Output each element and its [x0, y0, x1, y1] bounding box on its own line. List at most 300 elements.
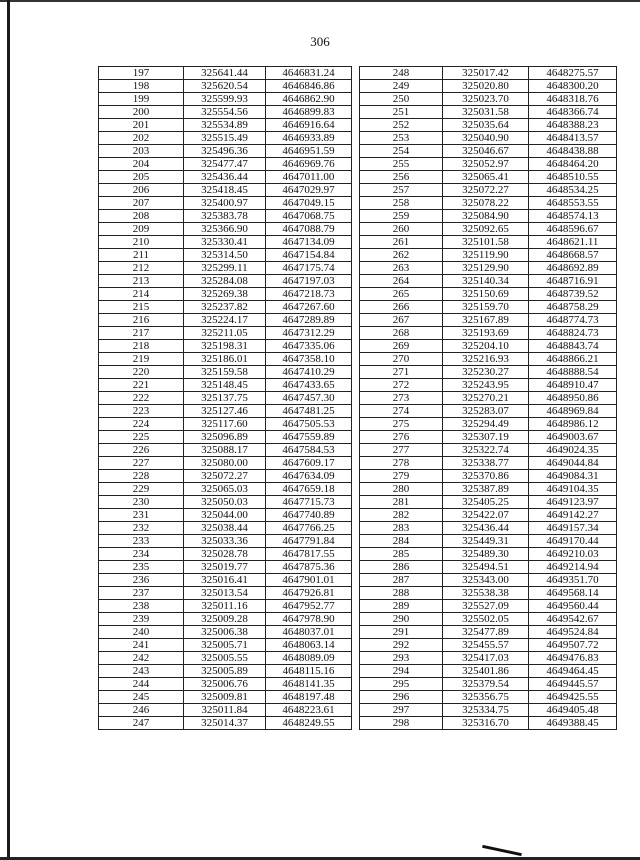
left-y-coordinate-cell: 4646933.89: [266, 132, 352, 145]
left-y-coordinate-cell: 4647609.17: [266, 457, 352, 470]
left-x-coordinate-cell: 325011.16: [184, 600, 266, 613]
column-gap: [352, 93, 360, 106]
column-gap: [352, 665, 360, 678]
table-row: [99, 366, 617, 379]
left-point-number-cell: 201: [99, 119, 184, 132]
right-x-coordinate-cell: 325035.64: [443, 119, 529, 132]
column-gap: [352, 145, 360, 158]
table-row: [99, 184, 617, 197]
column-gap: [352, 340, 360, 353]
right-point-number-cell: 266: [360, 301, 443, 314]
right-x-coordinate-cell: 325417.03: [443, 652, 529, 665]
left-y-coordinate-cell: 4647559.89: [266, 431, 352, 444]
column-gap: [352, 301, 360, 314]
right-point-number-cell: 278: [360, 457, 443, 470]
coordinates-table-body: [99, 67, 617, 730]
left-x-coordinate-cell: 325096.89: [184, 431, 266, 444]
right-point-number-cell: 248: [360, 67, 443, 80]
left-point-number-cell: 197: [99, 67, 184, 80]
table-row: [99, 535, 617, 548]
table-row: [99, 561, 617, 574]
scan-border-top: [0, 0, 640, 2]
right-point-number-cell: 279: [360, 470, 443, 483]
table-row: [99, 288, 617, 301]
right-x-coordinate-cell: 325449.31: [443, 535, 529, 548]
right-y-coordinate-cell: 4649405.48: [529, 704, 617, 717]
right-point-number-cell: 290: [360, 613, 443, 626]
right-y-coordinate-cell: 4648366.74: [529, 106, 617, 119]
right-y-coordinate-cell: 4648969.84: [529, 405, 617, 418]
right-y-coordinate-cell: 4649123.97: [529, 496, 617, 509]
right-y-coordinate-cell: 4649024.35: [529, 444, 617, 457]
right-x-coordinate-cell: 325101.58: [443, 236, 529, 249]
column-gap: [352, 67, 360, 80]
left-point-number-cell: 213: [99, 275, 184, 288]
right-y-coordinate-cell: 4649476.83: [529, 652, 617, 665]
left-y-coordinate-cell: 4647978.90: [266, 613, 352, 626]
right-x-coordinate-cell: 325379.54: [443, 678, 529, 691]
right-x-coordinate-cell: 325502.05: [443, 613, 529, 626]
left-x-coordinate-cell: 325117.60: [184, 418, 266, 431]
right-point-number-cell: 256: [360, 171, 443, 184]
left-x-coordinate-cell: 325072.27: [184, 470, 266, 483]
right-x-coordinate-cell: 325065.41: [443, 171, 529, 184]
right-x-coordinate-cell: 325477.89: [443, 626, 529, 639]
right-y-coordinate-cell: 4648910.47: [529, 379, 617, 392]
right-x-coordinate-cell: 325322.74: [443, 444, 529, 457]
column-gap: [352, 418, 360, 431]
left-point-number-cell: 221: [99, 379, 184, 392]
column-gap: [352, 717, 360, 730]
left-point-number-cell: 214: [99, 288, 184, 301]
table-row: [99, 158, 617, 171]
table-row: [99, 145, 617, 158]
right-point-number-cell: 257: [360, 184, 443, 197]
right-y-coordinate-cell: 4649524.84: [529, 626, 617, 639]
table-row: [99, 314, 617, 327]
left-point-number-cell: 222: [99, 392, 184, 405]
column-gap: [352, 678, 360, 691]
left-point-number-cell: 243: [99, 665, 184, 678]
right-point-number-cell: 263: [360, 262, 443, 275]
left-y-coordinate-cell: 4647175.74: [266, 262, 352, 275]
table-row: [99, 340, 617, 353]
left-x-coordinate-cell: 325127.46: [184, 405, 266, 418]
right-point-number-cell: 287: [360, 574, 443, 587]
right-y-coordinate-cell: 4649084.31: [529, 470, 617, 483]
left-x-coordinate-cell: 325314.50: [184, 249, 266, 262]
right-y-coordinate-cell: 4648574.13: [529, 210, 617, 223]
left-y-coordinate-cell: 4646916.64: [266, 119, 352, 132]
left-x-coordinate-cell: 325016.41: [184, 574, 266, 587]
right-point-number-cell: 251: [360, 106, 443, 119]
right-point-number-cell: 258: [360, 197, 443, 210]
right-point-number-cell: 262: [360, 249, 443, 262]
left-y-coordinate-cell: 4647817.55: [266, 548, 352, 561]
left-point-number-cell: 202: [99, 132, 184, 145]
left-x-coordinate-cell: 325400.97: [184, 197, 266, 210]
right-y-coordinate-cell: 4648986.12: [529, 418, 617, 431]
table-row: [99, 132, 617, 145]
table-row: [99, 392, 617, 405]
left-x-coordinate-cell: 325599.93: [184, 93, 266, 106]
column-gap: [352, 509, 360, 522]
column-gap: [352, 652, 360, 665]
left-point-number-cell: 247: [99, 717, 184, 730]
column-gap: [352, 704, 360, 717]
column-gap: [352, 574, 360, 587]
table-row: [99, 106, 617, 119]
table-row: [99, 236, 617, 249]
right-x-coordinate-cell: 325119.90: [443, 249, 529, 262]
column-gap: [352, 535, 360, 548]
right-point-number-cell: 276: [360, 431, 443, 444]
left-x-coordinate-cell: 325028.78: [184, 548, 266, 561]
left-point-number-cell: 199: [99, 93, 184, 106]
left-x-coordinate-cell: 325038.44: [184, 522, 266, 535]
left-point-number-cell: 241: [99, 639, 184, 652]
left-y-coordinate-cell: 4647791.84: [266, 535, 352, 548]
left-x-coordinate-cell: 325006.38: [184, 626, 266, 639]
column-gap: [352, 639, 360, 652]
left-y-coordinate-cell: 4647901.01: [266, 574, 352, 587]
left-point-number-cell: 212: [99, 262, 184, 275]
left-point-number-cell: 239: [99, 613, 184, 626]
right-y-coordinate-cell: 4649464.45: [529, 665, 617, 678]
right-point-number-cell: 297: [360, 704, 443, 717]
left-point-number-cell: 210: [99, 236, 184, 249]
right-y-coordinate-cell: 4649210.03: [529, 548, 617, 561]
left-x-coordinate-cell: 325137.75: [184, 392, 266, 405]
column-gap: [352, 106, 360, 119]
right-y-coordinate-cell: 4648318.76: [529, 93, 617, 106]
left-point-number-cell: 208: [99, 210, 184, 223]
left-y-coordinate-cell: 4647505.53: [266, 418, 352, 431]
right-y-coordinate-cell: 4649157.34: [529, 522, 617, 535]
left-point-number-cell: 219: [99, 353, 184, 366]
right-y-coordinate-cell: 4649445.57: [529, 678, 617, 691]
left-x-coordinate-cell: 325436.44: [184, 171, 266, 184]
column-gap: [352, 288, 360, 301]
left-point-number-cell: 235: [99, 561, 184, 574]
left-point-number-cell: 230: [99, 496, 184, 509]
right-x-coordinate-cell: 325216.93: [443, 353, 529, 366]
left-y-coordinate-cell: 4647312.29: [266, 327, 352, 340]
column-gap: [352, 405, 360, 418]
right-x-coordinate-cell: 325283.07: [443, 405, 529, 418]
left-y-coordinate-cell: 4647289.89: [266, 314, 352, 327]
left-x-coordinate-cell: 325269.38: [184, 288, 266, 301]
right-point-number-cell: 295: [360, 678, 443, 691]
table-row: [99, 691, 617, 704]
right-x-coordinate-cell: 325343.00: [443, 574, 529, 587]
table-row: [99, 119, 617, 132]
left-x-coordinate-cell: 325186.01: [184, 353, 266, 366]
right-y-coordinate-cell: 4648510.55: [529, 171, 617, 184]
right-y-coordinate-cell: 4648824.73: [529, 327, 617, 340]
left-point-number-cell: 238: [99, 600, 184, 613]
right-point-number-cell: 292: [360, 639, 443, 652]
left-point-number-cell: 234: [99, 548, 184, 561]
left-x-coordinate-cell: 325641.44: [184, 67, 266, 80]
right-point-number-cell: 273: [360, 392, 443, 405]
table-row: [99, 678, 617, 691]
right-x-coordinate-cell: 325422.07: [443, 509, 529, 522]
table-row: [99, 93, 617, 106]
left-y-coordinate-cell: 4646899.83: [266, 106, 352, 119]
right-point-number-cell: 249: [360, 80, 443, 93]
right-x-coordinate-cell: 325387.89: [443, 483, 529, 496]
right-x-coordinate-cell: 325046.67: [443, 145, 529, 158]
right-point-number-cell: 284: [360, 535, 443, 548]
right-y-coordinate-cell: 4649507.72: [529, 639, 617, 652]
right-x-coordinate-cell: 325193.69: [443, 327, 529, 340]
table-row: [99, 509, 617, 522]
left-y-coordinate-cell: 4647029.97: [266, 184, 352, 197]
left-y-coordinate-cell: 4647875.36: [266, 561, 352, 574]
column-gap: [352, 548, 360, 561]
left-y-coordinate-cell: 4647457.30: [266, 392, 352, 405]
right-point-number-cell: 271: [360, 366, 443, 379]
column-gap: [352, 600, 360, 613]
right-point-number-cell: 296: [360, 691, 443, 704]
left-x-coordinate-cell: 325198.31: [184, 340, 266, 353]
left-point-number-cell: 244: [99, 678, 184, 691]
left-x-coordinate-cell: 325211.05: [184, 327, 266, 340]
left-x-coordinate-cell: 325044.00: [184, 509, 266, 522]
left-point-number-cell: 203: [99, 145, 184, 158]
table-row: [99, 639, 617, 652]
right-y-coordinate-cell: 4648464.20: [529, 158, 617, 171]
left-y-coordinate-cell: 4647926.81: [266, 587, 352, 600]
column-gap: [352, 366, 360, 379]
table-row: [99, 301, 617, 314]
column-gap: [352, 483, 360, 496]
right-point-number-cell: 261: [360, 236, 443, 249]
left-point-number-cell: 225: [99, 431, 184, 444]
table-row: [99, 418, 617, 431]
left-y-coordinate-cell: 4647952.77: [266, 600, 352, 613]
left-point-number-cell: 220: [99, 366, 184, 379]
column-gap: [352, 119, 360, 132]
left-x-coordinate-cell: 325050.03: [184, 496, 266, 509]
right-point-number-cell: 294: [360, 665, 443, 678]
right-point-number-cell: 252: [360, 119, 443, 132]
left-point-number-cell: 207: [99, 197, 184, 210]
column-gap: [352, 353, 360, 366]
right-y-coordinate-cell: 4648438.88: [529, 145, 617, 158]
left-y-coordinate-cell: 4646831.24: [266, 67, 352, 80]
coordinates-table: [98, 66, 617, 730]
left-y-coordinate-cell: 4647049.15: [266, 197, 352, 210]
left-x-coordinate-cell: 325515.49: [184, 132, 266, 145]
right-x-coordinate-cell: 325092.65: [443, 223, 529, 236]
right-point-number-cell: 272: [360, 379, 443, 392]
right-point-number-cell: 255: [360, 158, 443, 171]
column-gap: [352, 184, 360, 197]
left-x-coordinate-cell: 325224.17: [184, 314, 266, 327]
right-x-coordinate-cell: 325023.70: [443, 93, 529, 106]
left-y-coordinate-cell: 4648115.16: [266, 665, 352, 678]
left-y-coordinate-cell: 4647634.09: [266, 470, 352, 483]
right-x-coordinate-cell: 325020.80: [443, 80, 529, 93]
left-y-coordinate-cell: 4646846.86: [266, 80, 352, 93]
left-point-number-cell: 242: [99, 652, 184, 665]
right-point-number-cell: 281: [360, 496, 443, 509]
column-gap: [352, 262, 360, 275]
table-row: [99, 405, 617, 418]
right-x-coordinate-cell: 325338.77: [443, 457, 529, 470]
left-x-coordinate-cell: 325299.11: [184, 262, 266, 275]
left-point-number-cell: 224: [99, 418, 184, 431]
left-x-coordinate-cell: 325013.54: [184, 587, 266, 600]
left-y-coordinate-cell: 4647481.25: [266, 405, 352, 418]
right-y-coordinate-cell: 4648534.25: [529, 184, 617, 197]
table-row: [99, 626, 617, 639]
table-row: [99, 353, 617, 366]
left-y-coordinate-cell: 4647715.73: [266, 496, 352, 509]
right-y-coordinate-cell: 4648843.74: [529, 340, 617, 353]
right-x-coordinate-cell: 325538.38: [443, 587, 529, 600]
right-x-coordinate-cell: 325405.25: [443, 496, 529, 509]
right-point-number-cell: 268: [360, 327, 443, 340]
left-point-number-cell: 217: [99, 327, 184, 340]
right-x-coordinate-cell: 325230.27: [443, 366, 529, 379]
left-point-number-cell: 227: [99, 457, 184, 470]
right-y-coordinate-cell: 4648739.52: [529, 288, 617, 301]
column-gap: [352, 223, 360, 236]
right-point-number-cell: 275: [360, 418, 443, 431]
column-gap: [352, 158, 360, 171]
left-x-coordinate-cell: 325330.41: [184, 236, 266, 249]
left-x-coordinate-cell: 325080.00: [184, 457, 266, 470]
left-point-number-cell: 218: [99, 340, 184, 353]
left-point-number-cell: 216: [99, 314, 184, 327]
right-x-coordinate-cell: 325052.97: [443, 158, 529, 171]
column-gap: [352, 496, 360, 509]
left-x-coordinate-cell: 325065.03: [184, 483, 266, 496]
column-gap: [352, 236, 360, 249]
table-row: [99, 548, 617, 561]
right-x-coordinate-cell: 325401.86: [443, 665, 529, 678]
left-point-number-cell: 226: [99, 444, 184, 457]
right-x-coordinate-cell: 325316.70: [443, 717, 529, 730]
left-point-number-cell: 232: [99, 522, 184, 535]
left-y-coordinate-cell: 4647740.89: [266, 509, 352, 522]
right-point-number-cell: 286: [360, 561, 443, 574]
left-point-number-cell: 198: [99, 80, 184, 93]
right-y-coordinate-cell: 4648300.20: [529, 80, 617, 93]
left-y-coordinate-cell: 4647433.65: [266, 379, 352, 392]
right-y-coordinate-cell: 4648716.91: [529, 275, 617, 288]
left-y-coordinate-cell: 4648223.61: [266, 704, 352, 717]
right-y-coordinate-cell: 4648866.21: [529, 353, 617, 366]
left-x-coordinate-cell: 325009.28: [184, 613, 266, 626]
left-point-number-cell: 228: [99, 470, 184, 483]
right-y-coordinate-cell: 4648668.57: [529, 249, 617, 262]
right-y-coordinate-cell: 4648621.11: [529, 236, 617, 249]
right-x-coordinate-cell: 325031.58: [443, 106, 529, 119]
left-point-number-cell: 236: [99, 574, 184, 587]
column-gap: [352, 613, 360, 626]
left-x-coordinate-cell: 325159.58: [184, 366, 266, 379]
right-x-coordinate-cell: 325078.22: [443, 197, 529, 210]
right-y-coordinate-cell: 4648388.23: [529, 119, 617, 132]
right-point-number-cell: 253: [360, 132, 443, 145]
left-y-coordinate-cell: 4647068.75: [266, 210, 352, 223]
right-x-coordinate-cell: 325370.86: [443, 470, 529, 483]
right-x-coordinate-cell: 325017.42: [443, 67, 529, 80]
right-x-coordinate-cell: 325334.75: [443, 704, 529, 717]
right-y-coordinate-cell: 4648692.89: [529, 262, 617, 275]
left-x-coordinate-cell: 325005.55: [184, 652, 266, 665]
page-number: 306: [310, 34, 330, 49]
right-y-coordinate-cell: 4648888.54: [529, 366, 617, 379]
column-gap: [352, 314, 360, 327]
right-x-coordinate-cell: 325040.90: [443, 132, 529, 145]
right-point-number-cell: 293: [360, 652, 443, 665]
left-y-coordinate-cell: 4648089.09: [266, 652, 352, 665]
right-y-coordinate-cell: 4648596.67: [529, 223, 617, 236]
right-x-coordinate-cell: 325307.19: [443, 431, 529, 444]
left-y-coordinate-cell: 4648141.35: [266, 678, 352, 691]
right-point-number-cell: 254: [360, 145, 443, 158]
table-row: [99, 67, 617, 80]
table-row: [99, 496, 617, 509]
column-gap: [352, 210, 360, 223]
left-x-coordinate-cell: 325418.45: [184, 184, 266, 197]
right-x-coordinate-cell: 325494.51: [443, 561, 529, 574]
left-point-number-cell: 211: [99, 249, 184, 262]
left-x-coordinate-cell: 325620.54: [184, 80, 266, 93]
left-x-coordinate-cell: 325088.17: [184, 444, 266, 457]
left-point-number-cell: 209: [99, 223, 184, 236]
right-point-number-cell: 280: [360, 483, 443, 496]
left-point-number-cell: 237: [99, 587, 184, 600]
left-y-coordinate-cell: 4647154.84: [266, 249, 352, 262]
left-y-coordinate-cell: 4647197.03: [266, 275, 352, 288]
column-gap: [352, 444, 360, 457]
right-x-coordinate-cell: 325084.90: [443, 210, 529, 223]
left-x-coordinate-cell: 325148.45: [184, 379, 266, 392]
column-gap: [352, 275, 360, 288]
left-x-coordinate-cell: 325534.89: [184, 119, 266, 132]
right-point-number-cell: 291: [360, 626, 443, 639]
right-x-coordinate-cell: 325243.95: [443, 379, 529, 392]
table-row: [99, 574, 617, 587]
left-y-coordinate-cell: 4647134.09: [266, 236, 352, 249]
right-point-number-cell: 277: [360, 444, 443, 457]
right-point-number-cell: 259: [360, 210, 443, 223]
left-y-coordinate-cell: 4646862.90: [266, 93, 352, 106]
scan-corner-mark: [482, 845, 522, 856]
right-point-number-cell: 274: [360, 405, 443, 418]
column-gap: [352, 132, 360, 145]
left-x-coordinate-cell: 325033.36: [184, 535, 266, 548]
table-row: [99, 600, 617, 613]
right-point-number-cell: 267: [360, 314, 443, 327]
table-row: [99, 665, 617, 678]
left-x-coordinate-cell: 325014.37: [184, 717, 266, 730]
table-row: [99, 210, 617, 223]
left-point-number-cell: 215: [99, 301, 184, 314]
table-row: [99, 223, 617, 236]
right-point-number-cell: 289: [360, 600, 443, 613]
right-point-number-cell: 283: [360, 522, 443, 535]
column-gap: [352, 431, 360, 444]
right-x-coordinate-cell: 325072.27: [443, 184, 529, 197]
right-point-number-cell: 265: [360, 288, 443, 301]
